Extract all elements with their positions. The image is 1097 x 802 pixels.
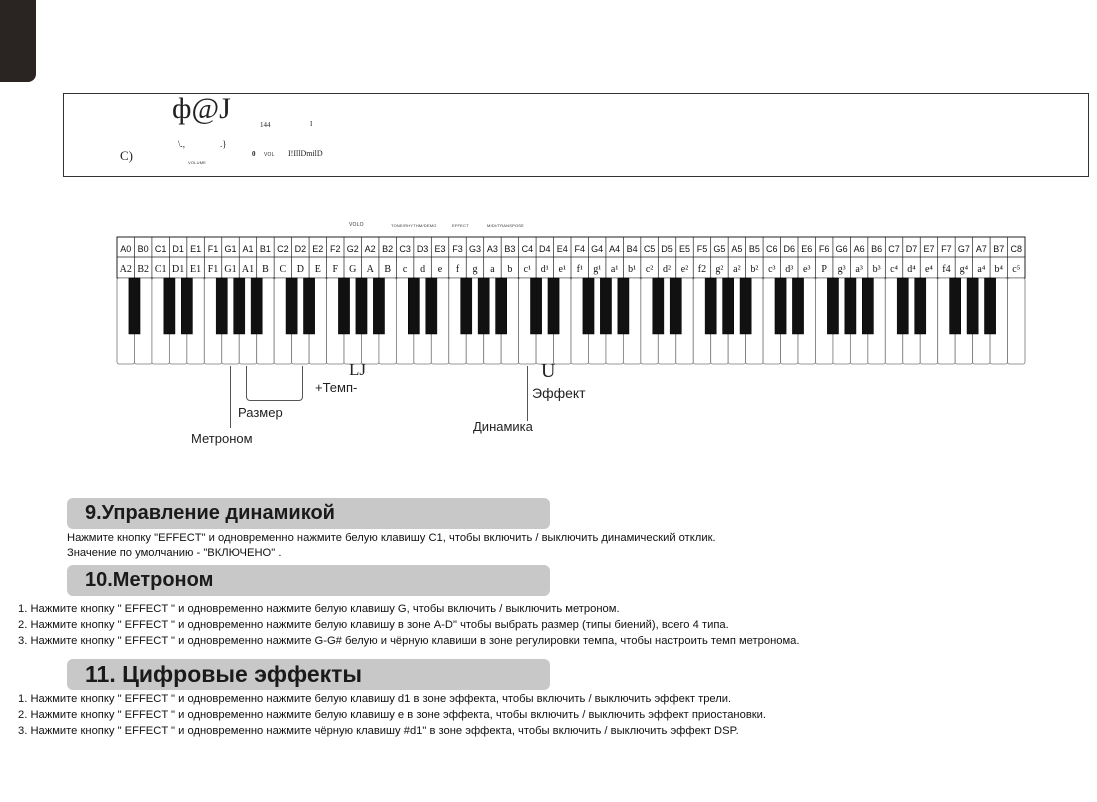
key-label-lower: c⁵	[1012, 264, 1021, 275]
key-label-upper: F2	[330, 244, 341, 254]
control-label-effect: EFFECT	[452, 223, 469, 228]
key-label-upper: F7	[941, 244, 952, 254]
key-label-upper: D2	[294, 244, 307, 254]
key-label-upper: B6	[871, 244, 883, 254]
black-key	[967, 278, 978, 334]
black-key	[827, 278, 838, 334]
section-heading-effects: 11. Цифровые эффекты	[67, 659, 550, 690]
key-label-lower: f¹	[576, 264, 583, 275]
list-item: 3. Нажмите кнопку " EFFECT " и одновременно нажмите чёрную клавишу #d1" в зоне эффекта, чтобы включить / выключить эффект DSP.	[18, 725, 739, 737]
key-label-lower: d⁴	[907, 264, 916, 275]
panel-symbol: ф@J	[172, 92, 231, 125]
key-label-lower: E1	[190, 264, 202, 275]
black-key	[775, 278, 786, 334]
black-key	[845, 278, 856, 334]
key-label-upper: D3	[416, 244, 429, 254]
black-key	[234, 278, 245, 334]
effect-label: Эффект	[532, 385, 586, 401]
list-item: 1. Нажмите кнопку " EFFECT " и одновременно нажмите белую клавишу G, чтобы включить / выключить метроном.	[18, 603, 620, 615]
black-key	[426, 278, 437, 334]
paragraph-line: Значение по умолчанию - "ВКЛЮЧЕНО" .	[67, 547, 282, 559]
section-heading-metronome: 10.Метроном	[67, 565, 550, 596]
volume-label: VOLUME	[188, 160, 207, 165]
panel-zero: 0	[252, 150, 256, 158]
black-key	[548, 278, 559, 334]
key-label-lower: F	[332, 264, 339, 275]
key-label-lower: e	[437, 264, 443, 275]
key-label-upper: C4	[521, 244, 534, 254]
key-label-lower: c¹	[523, 264, 532, 275]
key-label-upper: E4	[556, 244, 568, 254]
key-label-upper: G2	[346, 244, 359, 254]
key-label-upper: C1	[154, 244, 167, 254]
paragraph-line: Нажмите кнопку "EFFECT" и одновременно нажмите белую клавишу C1, чтобы включить / выключить динамический отклик.	[67, 532, 716, 544]
section-heading-dynamics: 9.Управление динамикой	[67, 498, 550, 529]
key-label-lower: c³	[768, 264, 776, 275]
key-label-upper: G7	[957, 244, 970, 254]
black-key	[583, 278, 594, 334]
key-label-lower: D1	[171, 264, 185, 275]
tempo-label: +Темп-	[315, 380, 358, 395]
key-label-upper: F1	[207, 244, 219, 254]
black-key	[653, 278, 664, 334]
key-label-lower: f	[455, 264, 460, 275]
list-item: 3. Нажмите кнопку " EFFECT " и одновременно нажмите G-G# белую и чёрную клавиши в зоне регулировки темпа, чтобы настроить темп метронома.	[18, 635, 800, 647]
key-label-lower: A2	[119, 264, 132, 275]
key-label-lower: P	[821, 264, 827, 275]
black-key	[251, 278, 262, 334]
key-label-lower: d	[420, 264, 426, 275]
key-label-lower: D	[296, 264, 304, 275]
black-key	[478, 278, 489, 334]
key-label-upper: A6	[853, 244, 865, 254]
metronome-label: Метроном	[191, 431, 253, 446]
key-label-lower: B2	[137, 264, 150, 275]
key-label-lower: E	[314, 264, 321, 275]
key-label-upper: F6	[818, 244, 830, 254]
key-label-upper: D1	[172, 244, 184, 254]
panel-code: I!IllDmilD	[288, 149, 323, 158]
key-label-upper: C8	[1010, 244, 1023, 254]
key-label-upper: A5	[731, 244, 743, 254]
key-label-lower: b¹	[628, 264, 637, 275]
key-label-upper: D6	[783, 244, 796, 254]
control-label-tone: TONE/RHYTHM/DEMO	[391, 223, 437, 228]
key-label-lower: B	[384, 264, 391, 275]
black-key	[129, 278, 140, 334]
black-key	[897, 278, 908, 334]
vol-label: VOL	[264, 152, 275, 158]
list-item: 1. Нажмите кнопку " EFFECT " и одновременно нажмите белую клавишу d1 в зоне эффекта, чтобы включить / выключить эффект трели.	[18, 693, 732, 705]
key-label-lower: G1	[224, 264, 237, 275]
list-item: 2. Нажмите кнопку " EFFECT " и одновременно нажмите белую клавишу e в зоне эффекта, чтобы включить / выключить эффект приостановки.	[18, 709, 767, 721]
black-key	[723, 278, 734, 334]
key-label-upper: C7	[888, 244, 900, 254]
key-label-lower: a³	[855, 264, 863, 275]
key-label-lower: A1	[241, 264, 255, 275]
list-item: 2. Нажмите кнопку " EFFECT " и одновременно нажмите белую клавишу в зоне A-D" чтобы выбрать размер (типы биений), всего 4 типа.	[18, 619, 729, 631]
key-label-upper: B0	[137, 244, 149, 254]
black-key	[670, 278, 681, 334]
black-key	[705, 278, 716, 334]
dynamics-label: Динамика	[473, 419, 533, 434]
key-label-upper: E2	[312, 244, 324, 254]
key-label-lower: b⁴	[994, 264, 1004, 275]
black-key	[915, 278, 926, 334]
key-label-lower: d²	[663, 264, 672, 275]
key-label-upper: C6	[766, 244, 778, 254]
key-label-upper: E3	[434, 244, 446, 254]
key-label-lower: A	[366, 264, 374, 275]
black-key	[862, 278, 873, 334]
key-label-lower: f2	[697, 264, 707, 275]
key-label-lower: a⁴	[977, 264, 986, 275]
panel-number: 144	[260, 121, 271, 129]
key-label-upper: B7	[993, 244, 1005, 254]
key-label-upper: C2	[277, 244, 289, 254]
key-label-lower: F1	[207, 264, 219, 275]
key-label-upper: A1	[242, 244, 254, 254]
black-key	[496, 278, 507, 334]
key-label-lower: b³	[872, 264, 881, 275]
key-label-lower: e¹	[558, 264, 566, 275]
control-label-volo: VOLO	[349, 222, 364, 228]
key-label-upper: A4	[609, 244, 621, 254]
key-label-lower: g⁴	[959, 264, 969, 275]
key-label-lower: c	[402, 264, 408, 275]
black-key	[792, 278, 803, 334]
black-key	[740, 278, 751, 334]
black-key	[950, 278, 961, 334]
black-key	[408, 278, 419, 334]
size-bracket	[246, 366, 303, 401]
metronome-pointer-line	[230, 366, 231, 428]
key-label-lower: g³	[837, 264, 846, 275]
key-label-lower: a	[490, 264, 495, 275]
black-key	[181, 278, 192, 334]
key-label-lower: g²	[715, 264, 724, 275]
panel-mark-right: .}	[220, 139, 227, 149]
key-label-upper: A7	[975, 244, 987, 254]
key-label-lower: d³	[785, 264, 794, 275]
white-key	[1008, 278, 1025, 364]
black-key	[461, 278, 472, 334]
panel-left-label: C)	[120, 148, 133, 163]
key-label-lower: c²	[645, 264, 654, 275]
key-label-lower: e⁴	[924, 264, 933, 275]
key-label-lower: G	[349, 264, 357, 275]
key-label-lower: C1	[154, 264, 167, 275]
key-label-upper: D4	[539, 244, 551, 254]
key-label-upper: G6	[835, 244, 848, 254]
key-label-upper: G4	[591, 244, 604, 254]
key-label-lower: f4	[942, 264, 951, 275]
key-label-upper: C5	[643, 244, 656, 254]
key-label-upper: A2	[364, 244, 376, 254]
size-label: Размер	[238, 405, 283, 420]
key-label-upper: D7	[905, 244, 918, 254]
key-label-upper: G3	[468, 244, 481, 254]
black-key	[530, 278, 541, 334]
key-label-upper: F5	[696, 244, 708, 254]
black-key	[356, 278, 367, 334]
key-label-upper: E1	[190, 244, 202, 254]
effect-bracket-mark: U	[541, 360, 556, 382]
key-label-lower: e³	[803, 264, 811, 275]
key-label-upper: E7	[923, 244, 935, 254]
key-label-upper: F3	[452, 244, 463, 254]
key-label-upper: E5	[678, 244, 691, 254]
key-label-lower: g	[472, 264, 478, 275]
panel-mark-left: \.,	[178, 139, 186, 149]
panel-mark: I	[310, 120, 313, 128]
black-key	[618, 278, 629, 334]
key-label-lower: a²	[733, 264, 741, 275]
black-key	[303, 278, 314, 334]
tempo-bracket-mark: LJ	[349, 360, 366, 379]
key-label-upper: G1	[224, 244, 237, 254]
key-label-lower: b²	[750, 264, 759, 275]
key-label-lower: e²	[680, 264, 689, 275]
key-label-lower: d¹	[540, 264, 549, 275]
key-label-upper: G5	[713, 244, 726, 254]
key-label-lower: c⁴	[890, 264, 899, 275]
key-label-upper: D5	[661, 244, 673, 254]
key-label-upper: E6	[801, 244, 813, 254]
black-key	[984, 278, 995, 334]
key-label-upper: A3	[486, 244, 498, 254]
key-label-upper: B2	[382, 244, 394, 254]
black-key	[338, 278, 349, 334]
key-label-lower: a¹	[610, 264, 619, 275]
key-label-lower: C	[279, 264, 287, 275]
dynamics-pointer-line	[527, 366, 528, 421]
black-key	[286, 278, 297, 334]
key-label-lower: b	[507, 264, 513, 275]
key-label-upper: F4	[574, 244, 585, 254]
black-key	[216, 278, 227, 334]
black-key	[164, 278, 175, 334]
key-label-upper: B3	[504, 244, 516, 254]
black-key	[600, 278, 611, 334]
key-label-upper: B1	[259, 244, 271, 254]
key-label-upper: B5	[748, 244, 760, 254]
key-label-upper: C3	[399, 244, 411, 254]
control-label-midi: MIDI/TRANSPOSE	[487, 223, 525, 228]
black-key	[373, 278, 384, 334]
key-label-upper: B4	[626, 244, 638, 254]
key-label-lower: B	[262, 264, 269, 275]
key-label-lower: g¹	[593, 264, 602, 275]
key-label-upper: A0	[120, 244, 132, 254]
